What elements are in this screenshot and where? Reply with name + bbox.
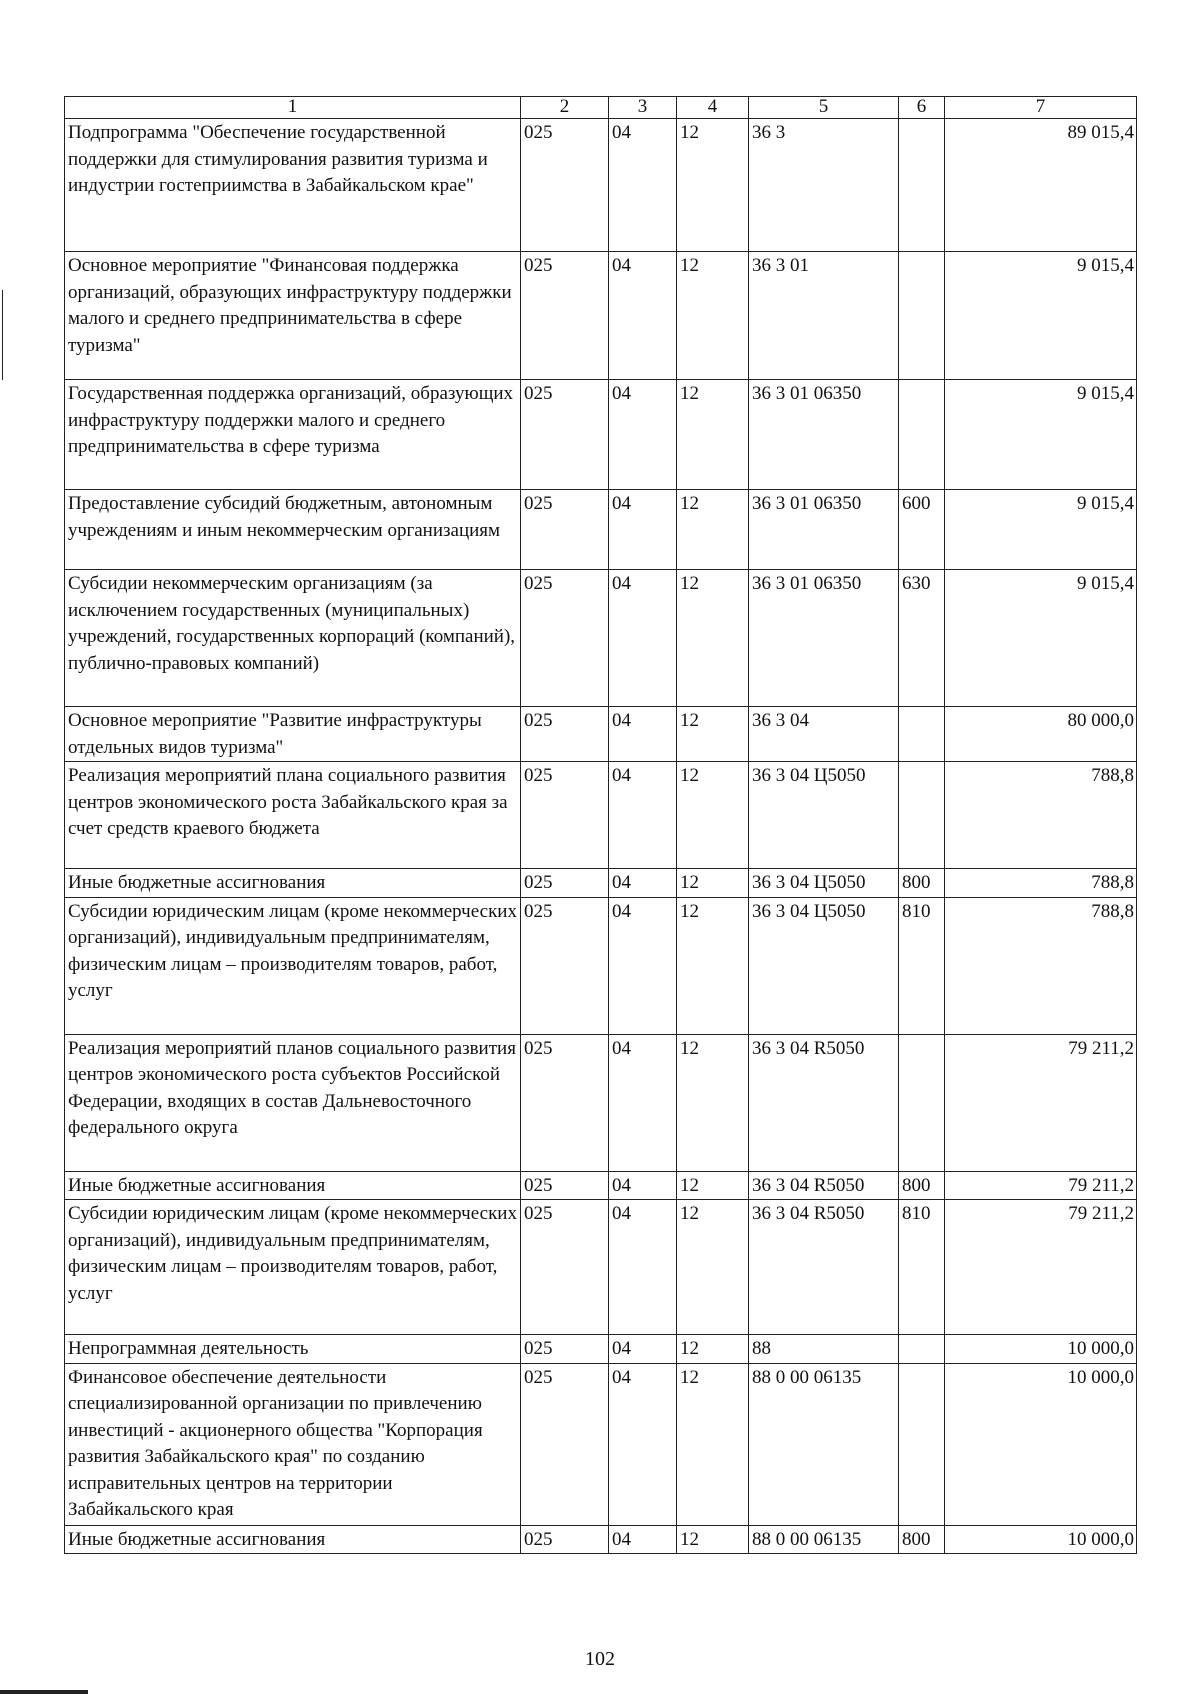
cell-subsection: 12 [677,570,749,707]
cell-code: 025 [521,490,609,570]
table-row [65,119,1137,252]
cell-code: 025 [521,1171,609,1200]
table-row [65,707,1137,762]
cell-amount: 9 015,4 [945,490,1137,570]
cell-target: 36 3 04 R5050 [749,1171,899,1200]
table-row [65,1034,1137,1171]
cell-type [899,380,945,490]
row-name: Реализация мероприятий плана социального развития центров экономического роста Забайкальского края за счет средств краевого бюджета [65,762,521,869]
cell-subsection: 12 [677,1363,749,1525]
row-name: Предоставление субсидий бюджетным, автономным учреждениям и иным некоммерческим организациям [65,490,521,570]
cell-section: 04 [609,1171,677,1200]
table-row [65,252,1137,380]
cell-type [899,119,945,252]
cell-type: 810 [899,1200,945,1335]
cell-target: 36 3 04 Ц5050 [749,869,899,898]
table-row [65,380,1137,490]
cell-type [899,1335,945,1364]
cell-subsection: 12 [677,1034,749,1171]
cell-subsection: 12 [677,897,749,1034]
cell-subsection: 12 [677,1525,749,1554]
table-row [65,869,1137,898]
cell-target: 36 3 01 06350 [749,380,899,490]
cell-type [899,707,945,762]
cell-amount: 80 000,0 [945,707,1137,762]
row-name: Основное мероприятие "Развитие инфраструктуры отдельных видов туризма" [65,707,521,762]
cell-subsection: 12 [677,380,749,490]
cell-code: 025 [521,897,609,1034]
row-name: Иные бюджетные ассигнования [65,869,521,898]
cell-amount: 79 211,2 [945,1034,1137,1171]
cell-code: 025 [521,1200,609,1335]
cell-section: 04 [609,490,677,570]
cell-section: 04 [609,1200,677,1335]
cell-code: 025 [521,1363,609,1525]
cell-type [899,252,945,380]
cell-section: 04 [609,252,677,380]
row-name: Непрограммная деятельность [65,1335,521,1364]
cell-code: 025 [521,1335,609,1364]
cell-type: 630 [899,570,945,707]
column-header: 3 [609,97,677,119]
cell-type [899,1034,945,1171]
cell-section: 04 [609,380,677,490]
cell-type: 800 [899,1171,945,1200]
row-name: Субсидии некоммерческим организациям (за исключением государственных (муниципальных) учреждений, государственных корпораций (компаний), публично-правовых компаний) [65,570,521,707]
cell-section: 04 [609,119,677,252]
cell-subsection: 12 [677,252,749,380]
row-name: Иные бюджетные ассигнования [65,1525,521,1554]
cell-code: 025 [521,1525,609,1554]
cell-code: 025 [521,380,609,490]
cell-subsection: 12 [677,869,749,898]
cell-code: 025 [521,707,609,762]
cell-type: 800 [899,1525,945,1554]
cell-subsection: 12 [677,1200,749,1335]
cell-section: 04 [609,1335,677,1364]
row-name: Государственная поддержка организаций, образующих инфраструктуру поддержки малого и среднего предпринимательства в сфере туризма [65,380,521,490]
cell-amount: 89 015,4 [945,119,1137,252]
cell-type: 810 [899,897,945,1034]
cell-code: 025 [521,869,609,898]
cell-target: 36 3 04 Ц5050 [749,897,899,1034]
cell-section: 04 [609,897,677,1034]
scan-edge-mark [0,1690,88,1694]
cell-section: 04 [609,1363,677,1525]
column-header: 7 [945,97,1137,119]
table-row [65,1171,1137,1200]
cell-code: 025 [521,570,609,707]
cell-subsection: 12 [677,762,749,869]
column-header: 4 [677,97,749,119]
cell-amount: 10 000,0 [945,1363,1137,1525]
cell-amount: 79 211,2 [945,1200,1137,1335]
cell-subsection: 12 [677,707,749,762]
row-name: Основное мероприятие "Финансовая поддержка организаций, образующих инфраструктуру поддержки малого и среднего предпринимательства в сфере туризма" [65,252,521,380]
cell-target: 36 3 04 R5050 [749,1200,899,1335]
cell-section: 04 [609,1034,677,1171]
cell-amount: 788,8 [945,869,1137,898]
budget-table [64,96,1137,1554]
cell-code: 025 [521,762,609,869]
cell-subsection: 12 [677,119,749,252]
cell-amount: 788,8 [945,897,1137,1034]
table-row [65,1363,1137,1525]
table-row [65,1525,1137,1554]
cell-amount: 9 015,4 [945,570,1137,707]
cell-code: 025 [521,1034,609,1171]
column-header: 2 [521,97,609,119]
cell-type: 600 [899,490,945,570]
page-number: 102 [585,1648,615,1670]
cell-target: 88 [749,1335,899,1364]
table-row [65,1335,1137,1364]
cell-amount: 9 015,4 [945,380,1137,490]
cell-section: 04 [609,762,677,869]
cell-target: 88 0 00 06135 [749,1363,899,1525]
table-row [65,570,1137,707]
cell-section: 04 [609,1525,677,1554]
row-name: Подпрограмма "Обеспечение государственной поддержки для стимулирования развития туризма и индустрии гостеприимства в Забайкальском крае" [65,119,521,252]
cell-amount: 10 000,0 [945,1525,1137,1554]
table-row [65,762,1137,869]
cell-type [899,1363,945,1525]
column-header: 5 [749,97,899,119]
cell-amount: 10 000,0 [945,1335,1137,1364]
cell-target: 36 3 04 Ц5050 [749,762,899,869]
cell-target: 36 3 [749,119,899,252]
table-row [65,897,1137,1034]
cell-target: 36 3 01 06350 [749,490,899,570]
cell-code: 025 [521,119,609,252]
cell-target: 36 3 01 [749,252,899,380]
row-name: Субсидии юридическим лицам (кроме некоммерческих организаций), индивидуальным предпринимателям, физическим лицам – производителям товаров, работ, услуг [65,1200,521,1335]
row-name: Финансовое обеспечение деятельности специализированной организации по привлечению инвестиций - акционерного общества "Корпорация развития Забайкальского края" по созданию исправительных центров на территории Забайкальского края [65,1363,521,1525]
cell-section: 04 [609,570,677,707]
column-header: 6 [899,97,945,119]
column-header: 1 [65,97,521,119]
cell-target: 36 3 04 R5050 [749,1034,899,1171]
cell-section: 04 [609,707,677,762]
cell-amount: 79 211,2 [945,1171,1137,1200]
cell-target: 36 3 01 06350 [749,570,899,707]
row-name: Субсидии юридическим лицам (кроме некоммерческих организаций), индивидуальным предпринимателям, физическим лицам – производителям товаров, работ, услуг [65,897,521,1034]
cell-subsection: 12 [677,1171,749,1200]
cell-type: 800 [899,869,945,898]
scan-edge-mark [2,290,3,380]
cell-type [899,762,945,869]
cell-amount: 9 015,4 [945,252,1137,380]
cell-target: 36 3 04 [749,707,899,762]
cell-code: 025 [521,252,609,380]
header-row [65,97,1137,119]
row-name: Иные бюджетные ассигнования [65,1171,521,1200]
table-row [65,1200,1137,1335]
row-name: Реализация мероприятий планов социального развития центров экономического роста субъектов Российской Федерации, входящих в состав Дальневосточного федерального округа [65,1034,521,1171]
cell-amount: 788,8 [945,762,1137,869]
cell-subsection: 12 [677,490,749,570]
cell-section: 04 [609,869,677,898]
cell-subsection: 12 [677,1335,749,1364]
table-row [65,490,1137,570]
cell-target: 88 0 00 06135 [749,1525,899,1554]
